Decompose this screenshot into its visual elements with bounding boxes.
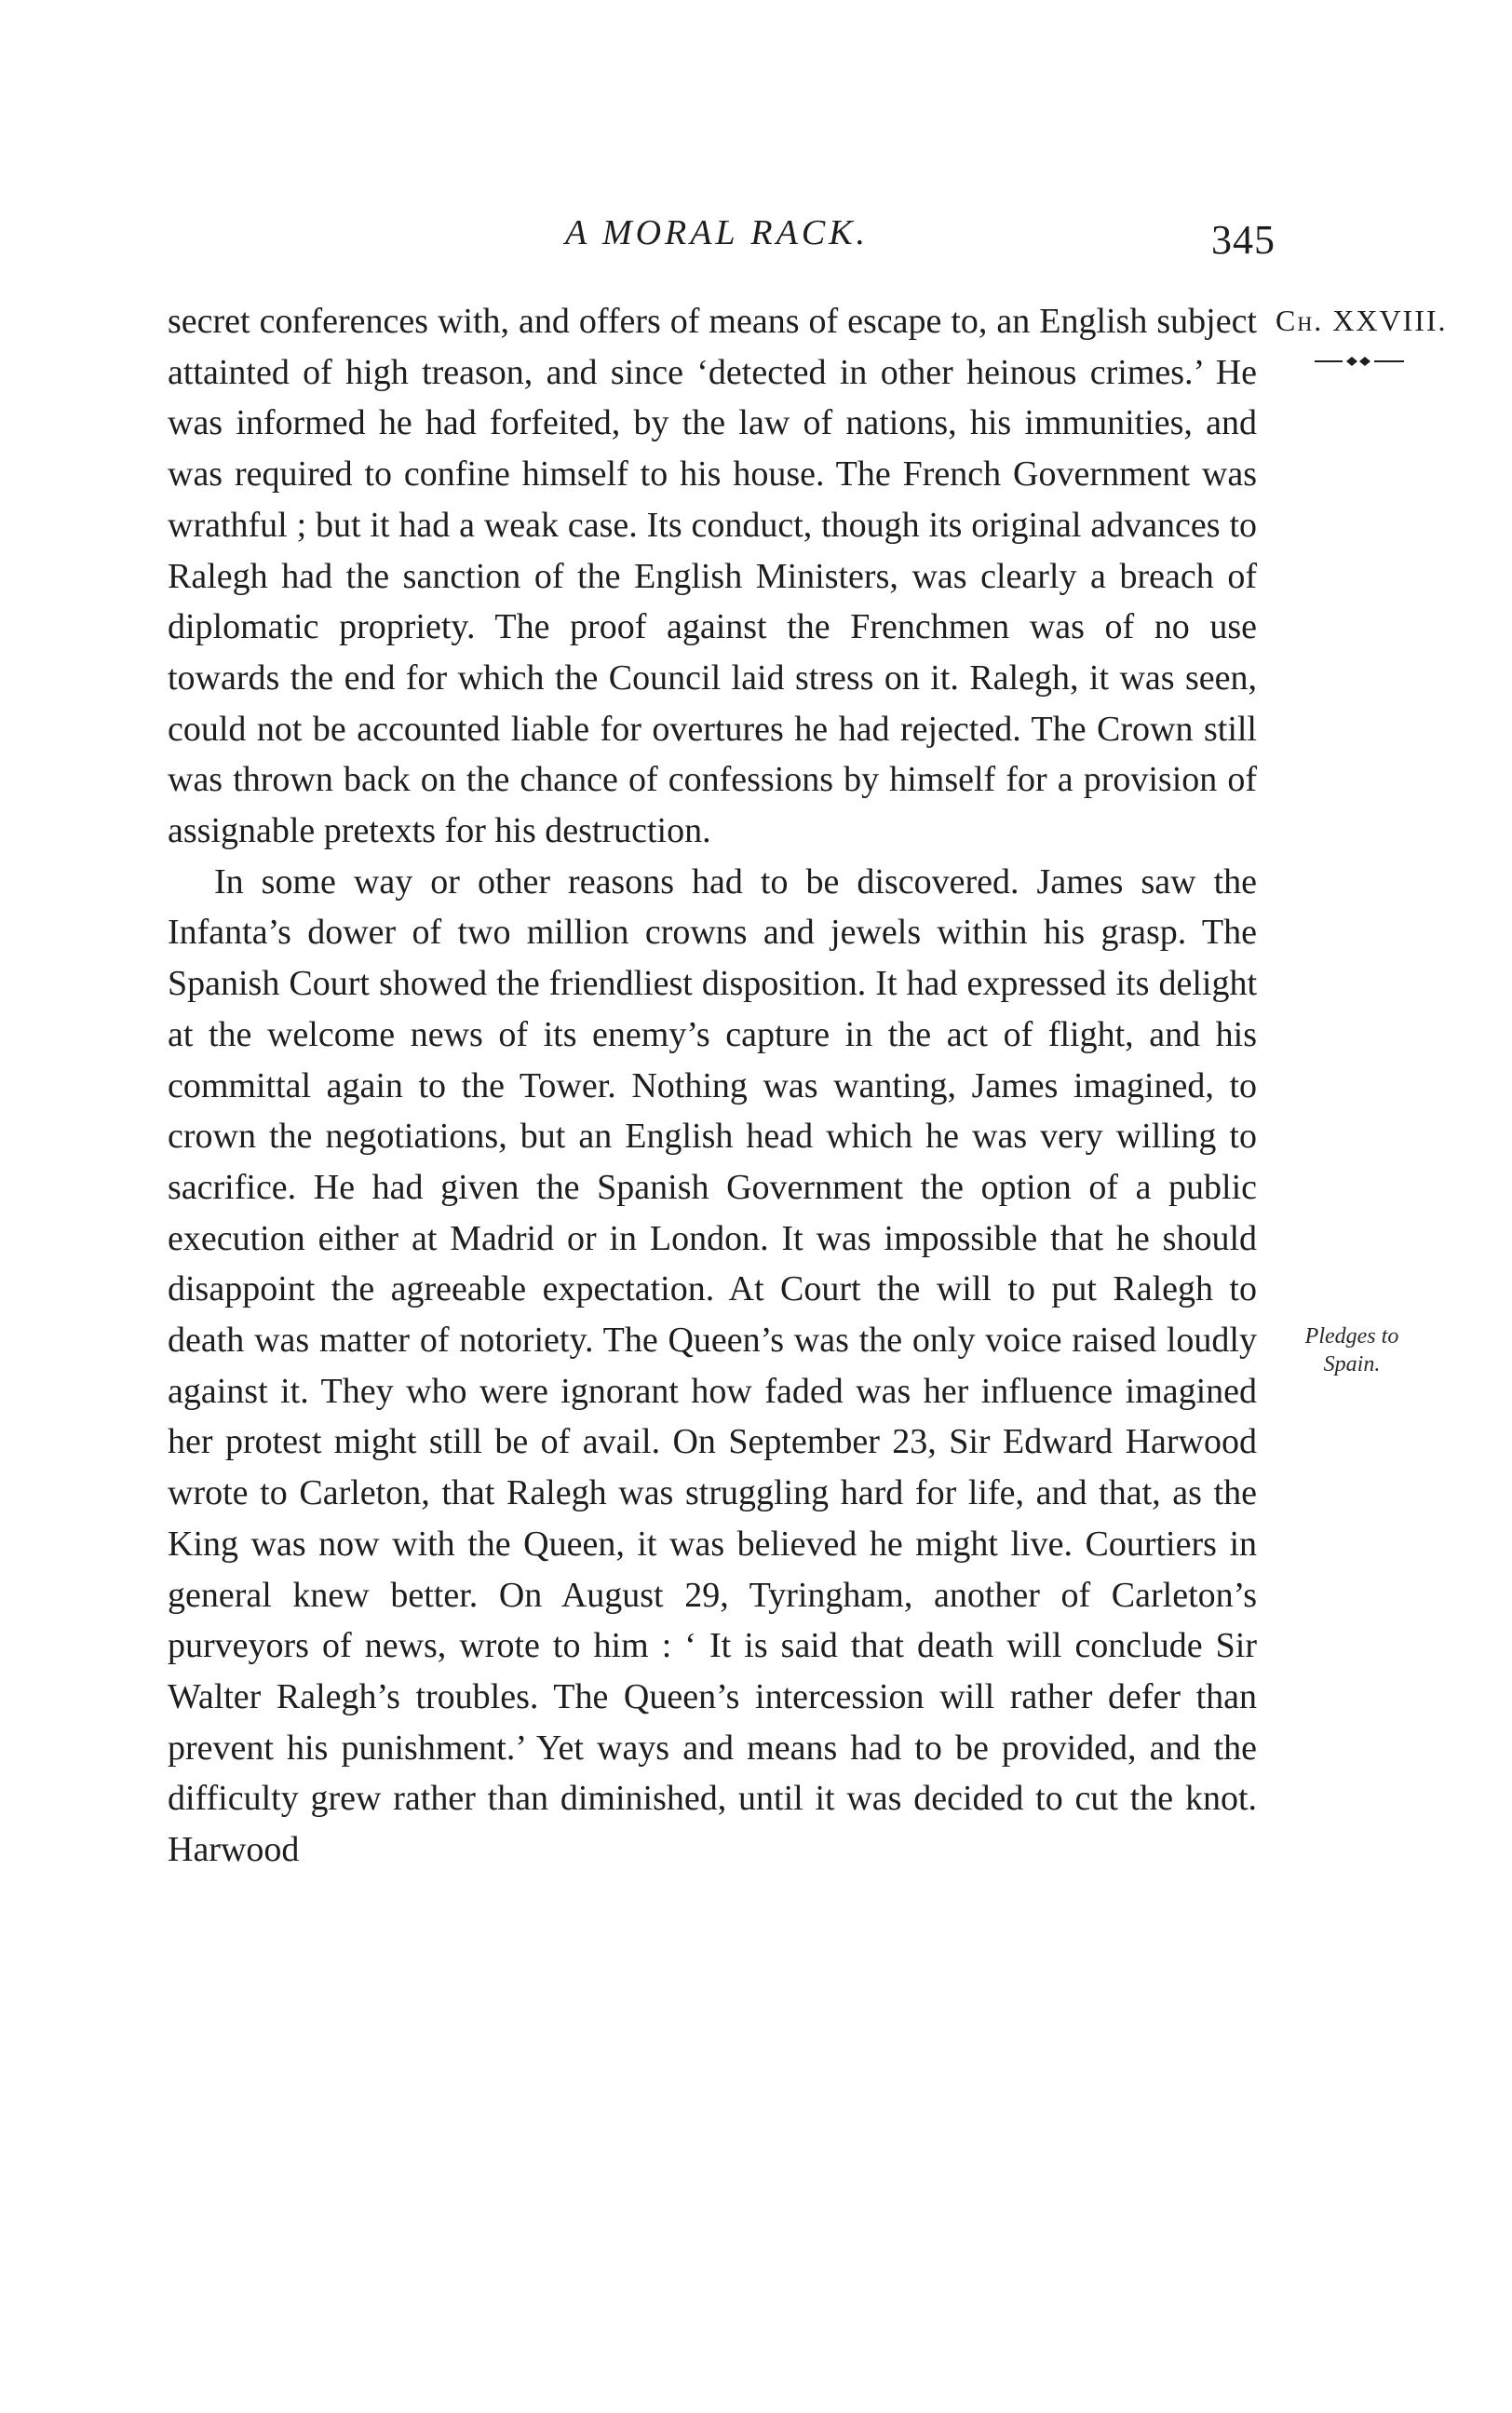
running-title: A MORAL RACK.: [564, 213, 870, 252]
margin-note-line: Spain.: [1323, 1352, 1381, 1376]
page-number: 345: [1211, 217, 1276, 263]
margin-chapter-label: Ch. XXVIII.: [1276, 304, 1448, 337]
body-text: [168, 296, 1257, 1876]
ornament-rule-icon: [1315, 355, 1404, 368]
margin-note-line: Pledges to: [1304, 1324, 1399, 1349]
paragraph: In some way or other reasons had to be discovered. James saw the Infanta’s dower of two million crowns and jewels within his grasp. The Spanish Court showed the friendliest disposition. It had expressed its delight at the welcome news of its enemy’s capture in the act of flight, and his committal again to the Tower. Nothing was wanting, James imagined, to crown the negotiations, but an English head which he was very willing to sacrifice. He had given the Spanish Government the option of a public execution either at Madrid or in London. It was impossible that he should disappoint the agreeable expectation. At Court the will to put Ralegh to death was matter of notoriety. The Queen’s was the only voice raised loudly against it. They who were ignorant how faded was her influence imagined her protest might still be of avail. On September 23, Sir Edward Harwood wrote to Carleton, that Ralegh was struggling hard for life, and that, as the King was now with the Queen, it was believed he might live. Courtiers in general knew better. On August 29, Tyringham, another of Carleton’s purveyors of news, wrote to him : ‘ It is said that death will conclude Sir Walter Ralegh’s troubles. The Queen’s intercession will rather defer than prevent his punishment.’ Yet ways and means had to be provided, and the difficulty grew rather than diminished, until it was decided to cut the knot. Harwood: [168, 861, 1257, 1870]
running-head: [168, 212, 1276, 278]
margin-note: [1277, 1322, 1426, 1378]
paragraph-continued: secret conferences with, and offers of means of escape to, an English subject attainted of high treason, and since ‘detected in other heinous crimes.’ He was informed he had forfeited, by the law of nations, his immunities, and was required to confine himself to his house. The French Government was wrathful ; but it had a weak case. Its conduct, though its original advances to Ralegh had the sanction of the English Ministers, was clearly a breach of diplomatic propriety. The proof against the Frenchmen was of no use towards the end for which the Council laid stress on it. Ralegh, it was seen, could not be accounted liable for overtures he had rejected. The Crown still was thrown back on the chance of confessions by himself for a provision of assignable pretexts for his destruction.: [168, 302, 1257, 851]
